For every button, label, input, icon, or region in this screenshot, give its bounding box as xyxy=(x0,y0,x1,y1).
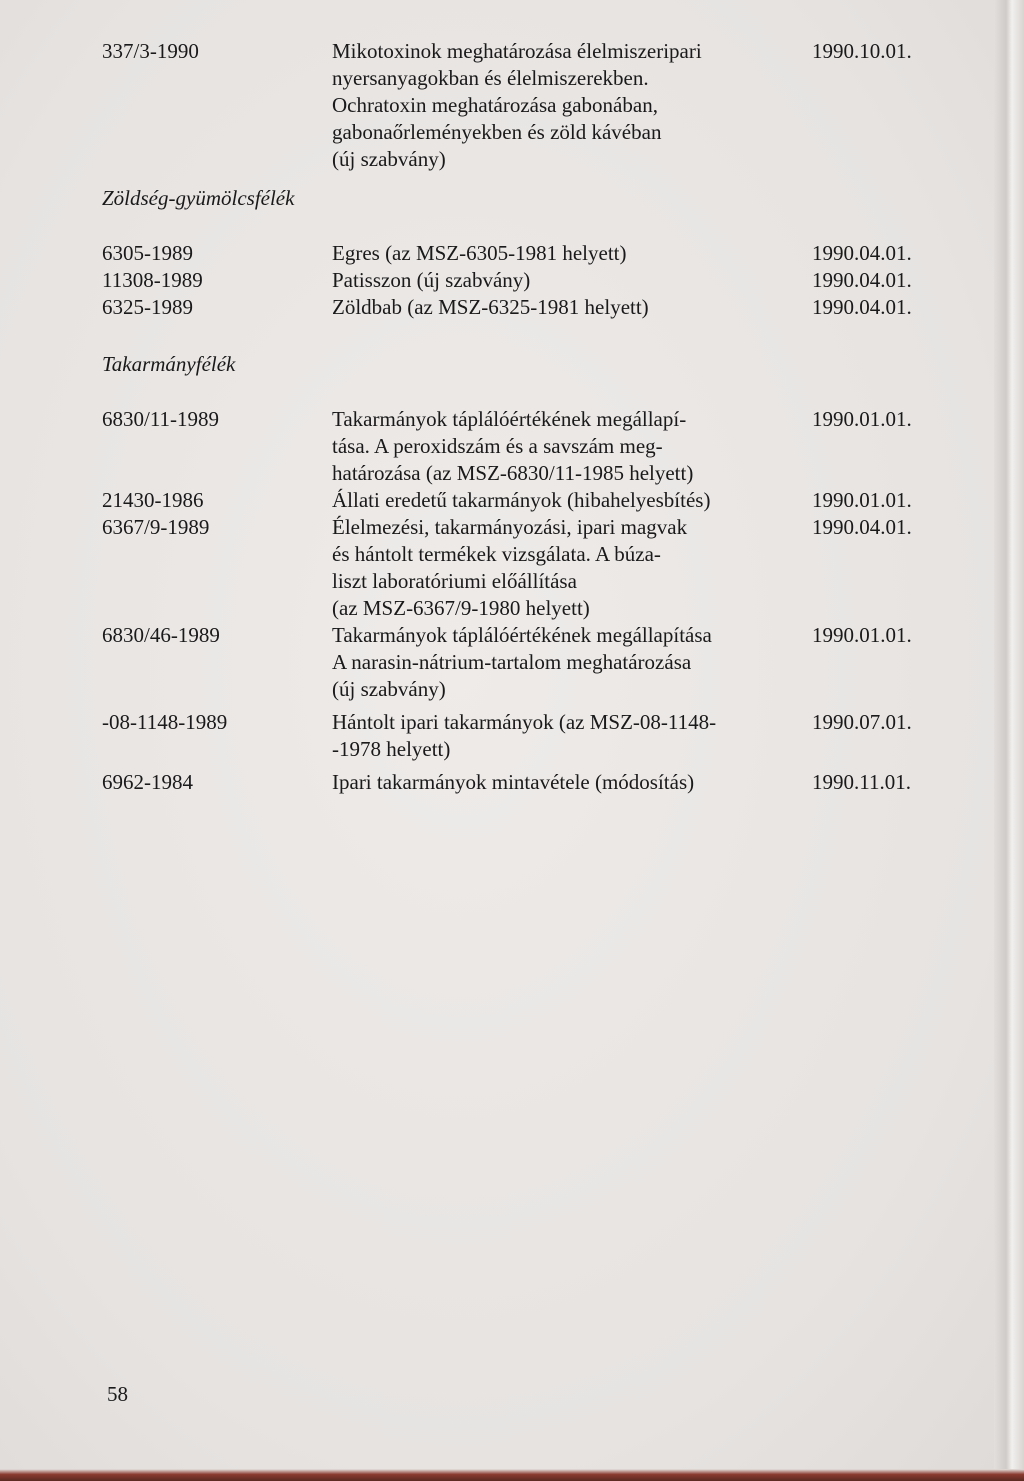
standard-code: 11308-1989 xyxy=(102,268,203,292)
standard-entry xyxy=(102,406,952,487)
standard-description: Patisszon (új szabvány) xyxy=(332,268,531,292)
standard-entry xyxy=(102,769,952,796)
standard-entry xyxy=(102,709,952,763)
entries-section-1 xyxy=(102,240,952,321)
standard-description: Takarmányok táplálóértékének megállapítása A narasin-nátrium-tartalom meghatározása (új szabvány) xyxy=(332,623,712,701)
standard-entry xyxy=(102,622,952,703)
standard-code: 337/3-1990 xyxy=(102,39,199,63)
standard-entry xyxy=(102,240,952,267)
standard-code: 6325-1989 xyxy=(102,295,193,319)
standard-entry xyxy=(102,294,952,321)
standard-entry xyxy=(102,514,952,622)
standard-description: Egres (az MSZ-6305-1981 helyett) xyxy=(332,241,627,265)
standard-code: -08-1148-1989 xyxy=(102,710,228,734)
effective-date: 1990.01.01. xyxy=(812,488,912,512)
effective-date: 1990.01.01. xyxy=(812,623,912,647)
section-heading: Zöldség-gyümölcsfélék xyxy=(102,186,295,210)
effective-date: 1990.04.01. xyxy=(812,295,912,319)
standard-description: Takarmányok táplálóértékének megállapí- tása. A peroxidszám és a savszám meg- határozása (az MSZ-6830/11-1985 helyett) xyxy=(332,407,694,485)
standards-list xyxy=(102,38,952,796)
standard-description: Mikotoxinok meghatározása élelmiszeripari nyersanyagokban és élelmiszerekben. Ochratoxin meghatározása gabonában, gabonaőrleményekben és zöld kávéban (új szabvány) xyxy=(332,39,702,171)
standard-code: 6830/11-1989 xyxy=(102,407,220,431)
standard-entry xyxy=(102,487,952,514)
entries-section-2 xyxy=(102,406,952,796)
standard-description: Állati eredetű takarmányok (hibahelyesbítés) xyxy=(332,488,711,512)
page-number: 58 xyxy=(107,1382,128,1406)
effective-date: 1990.11.01. xyxy=(812,770,911,794)
standard-code: 6367/9-1989 xyxy=(102,515,210,539)
section-heading: Takarmányfélék xyxy=(102,352,236,376)
effective-date: 1990.10.01. xyxy=(812,39,912,63)
standard-description: Hántolt ipari takarmányok (az MSZ-08-1148- -1978 helyett) xyxy=(332,710,717,761)
standard-entry xyxy=(102,38,952,173)
book-bottom-edge xyxy=(0,1469,1024,1481)
entries-top xyxy=(102,38,952,173)
standard-code: 21430-1986 xyxy=(102,488,204,512)
effective-date: 1990.07.01. xyxy=(812,710,912,734)
standard-code: 6305-1989 xyxy=(102,241,193,265)
effective-date: 1990.04.01. xyxy=(812,515,912,539)
standard-description: Zöldbab (az MSZ-6325-1981 helyett) xyxy=(332,295,649,319)
standard-code: 6962-1984 xyxy=(102,770,193,794)
effective-date: 1990.04.01. xyxy=(812,268,912,292)
standard-description: Élelmezési, takarmányozási, ipari magvak és hántolt termékek vizsgálata. A búza- liszt laboratóriumi előállítása (az MSZ-6367/9-1980 helyett) xyxy=(332,515,688,620)
effective-date: 1990.01.01. xyxy=(812,407,912,431)
standard-code: 6830/46-1989 xyxy=(102,623,220,647)
effective-date: 1990.04.01. xyxy=(812,241,912,265)
standard-description: Ipari takarmányok mintavétele (módosítás) xyxy=(332,770,695,794)
standard-entry xyxy=(102,267,952,294)
book-binding-edge xyxy=(994,0,1024,1481)
